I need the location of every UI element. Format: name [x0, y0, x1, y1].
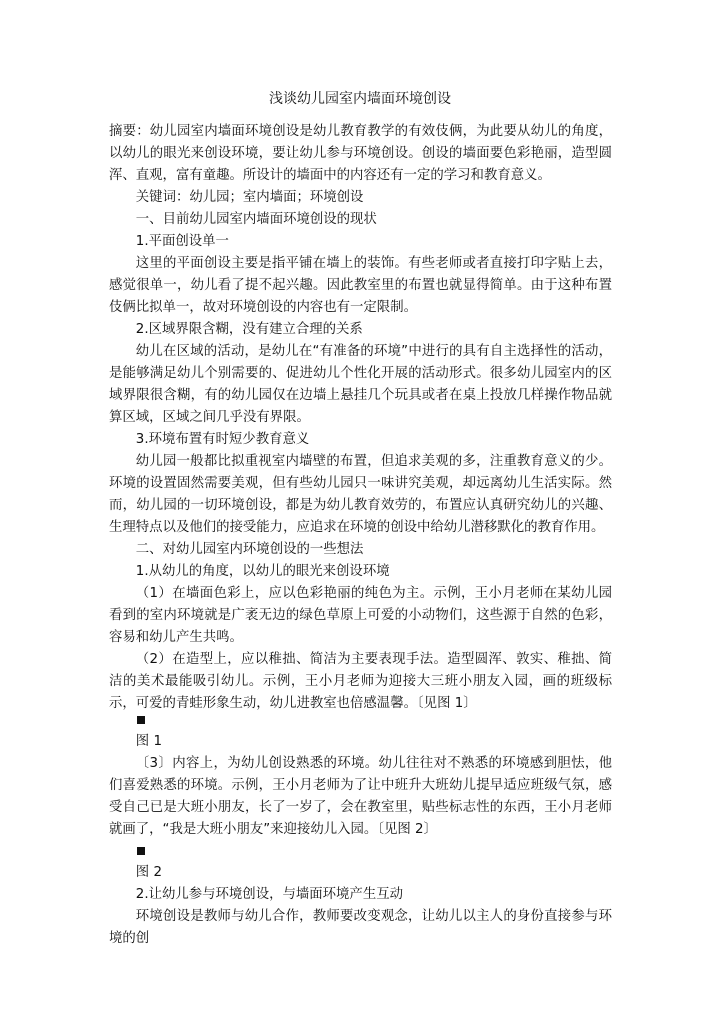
section2-paragraph-4: 环境创设是教师与幼儿合作，教师要改变观念，让幼儿以主人的身份直接参与环境的创 — [109, 909, 612, 946]
section1-subheading-1: 1.平面创设单一 — [135, 234, 229, 249]
section2-paragraph-2: （2）在造型上，应以稚拙、简洁为主要表现手法。造型圆浑、敦实、稚拙、简洁的美术最能吸引幼儿。示例，王小月老师为迎接大三班小朋友入园，画的班级标示，可爱的青蛙形象生动，幼儿进教室也倍感温馨。〔见图 1〕 — [109, 652, 612, 711]
section1-paragraph-3: 幼儿园一般都比拟重视室内墙壁的布置，但追求美观的多，注重教育意义的少。环境的设置固然需要美观，但有些幼儿园只一味讲究美观，却远离幼儿生活实际。然而，幼儿园的一切环境创设，都是为幼儿教育效劳的，布置应认真研究幼儿的兴趣、生理特点以及他们的接受能力，应追求在环境的创设中给幼儿潜移默化的教育作用。 — [109, 454, 612, 535]
section1-heading: 一、目前幼儿园室内墙面环境创设的现状 — [135, 212, 377, 227]
document-title: 浅谈幼儿园室内墙面环境创设 — [269, 91, 451, 107]
section1-paragraph-1: 这里的平面创设主要是指平铺在墙上的装饰。有些老师或者直接打印字贴上去，感觉很单一，幼儿看了提不起兴趣。因此教室里的布置也就显得简单。由于这种布置伎俩比拟单一，故对环境创设的内容也有一定限制。 — [109, 256, 612, 315]
keywords-line: 关键词：幼儿园；室内墙面；环境创设 — [135, 190, 364, 205]
abstract-paragraph: 摘要：幼儿园室内墙面环境创设是幼儿教育教学的有效伎俩，为此要从幼儿的角度，以幼儿的眼光来创设环境，要让幼儿参与环境创设。创设的墙面要色彩艳丽，造型圆浑、直观，富有童趣。所设计的墙面中的内容还有一定的学习和教育意义。 — [109, 124, 612, 183]
section2-subheading-2: 2.让幼儿参与环境创设，与墙面环境产生互动 — [135, 887, 403, 902]
section2-paragraph-3: 〔3〕内容上，为幼儿创设熟悉的环境。幼儿往往对不熟悉的环境感到胆怯，他们喜爱熟悉的环境。示例，王小月老师为了让中班升大班幼儿提早适应班级气氛，感受自己已是大班小朋友，长了一岁了，会在教室里，贴些标志性的东西，王小月老师就画了，“我是大班小朋友”来迎接幼儿入园。〔见图 2〕 — [109, 756, 612, 837]
section2-heading: 二、对幼儿园室内环境创设的一些想法 — [135, 542, 364, 557]
figure-2-image-placeholder — [137, 847, 145, 855]
figure-2-caption: 图 2 — [135, 865, 162, 880]
section1-subheading-3: 3.环境布置有时短少教育意义 — [135, 432, 310, 447]
figure-1-caption: 图 1 — [135, 734, 162, 749]
figure-1-image-placeholder — [137, 716, 145, 724]
section2-paragraph-1: （1）在墙面色彩上，应以色彩艳丽的纯色为主。示例，王小月老师在某幼儿园看到的室内环境就是广袤无边的绿色草原上可爱的小动物们，这些源于自然的色彩，容易和幼儿产生共鸣。 — [109, 586, 612, 645]
section1-subheading-2: 2.区域界限含糊，没有建立合理的关系 — [135, 322, 363, 337]
section2-subheading-1: 1.从幼儿的角度，以幼儿的眼光来创设环境 — [135, 564, 390, 579]
section1-paragraph-2: 幼儿在区域的活动，是幼儿在“有准备的环境”中进行的具有自主选择性的活动，是能够满足幼儿个别需要的、促进幼儿个性化开展的活动形式。很多幼儿园室内的区域界限很含糊，有的幼儿园仅在边墙上悬挂几个玩具或者在桌上投放几样操作物品就算区域，区域之间几乎没有界限。 — [109, 344, 612, 425]
